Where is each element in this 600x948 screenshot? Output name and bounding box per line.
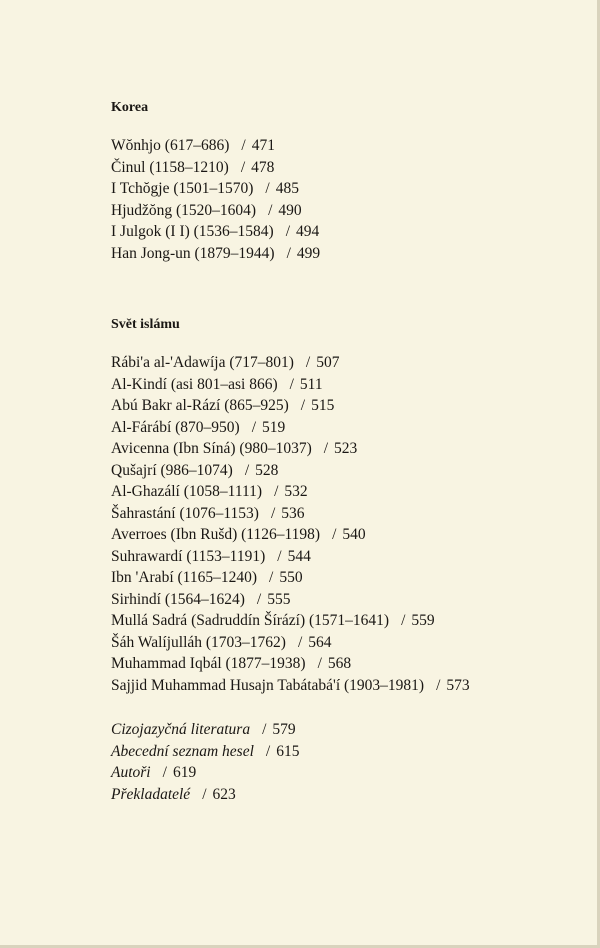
toc-entry: Sirhindí (1564–1624) / 555 [111,590,291,608]
appendix-entry: Cizojazyčná literatura / 579 [111,721,296,738]
section-heading-korea: Korea [111,100,149,115]
toc-entry: Hjudžŏng (1520–1604) / 490 [111,201,302,219]
toc-entry: Rábi'a al-'Adawíja (717–801) / 507 [111,354,340,371]
appendix-entry: Překladatelé / 623 [111,785,236,803]
toc-entry: Muhammad Iqbál (1877–1938) / 568 [111,655,352,672]
toc-entry: I Tchŏgje (1501–1570) / 485 [111,180,299,197]
toc-entry: Ibn 'Arabí (1165–1240) / 550 [111,569,303,586]
toc-entry: Qušajrí (986–1074) / 528 [111,461,279,479]
toc-entry: Abú Bakr al-Rází (865–925) / 515 [111,397,335,414]
toc-entry: Činul (1158–1210) / 478 [111,158,275,176]
appendix-entry: Autoři / 619 [111,764,197,781]
toc-entry: Šáh Walíjulláh (1703–1762) / 564 [111,633,332,651]
toc-entry: Averroes (Ibn Rušd) (1126–1198) / 540 [111,526,366,543]
toc-entry: Mullá Sadrá (Sadruddín Šírází) (1571–1641) / 559 [111,612,435,629]
toc-entry: I Julgok (I I) (1536–1584) / 494 [111,223,320,240]
toc-entry: Sajjid Muhammad Husajn Tabátabá'í (1903–1981) / 573 [111,676,470,694]
korea-entry-list [111,135,320,264]
toc-entry: Al-Fárábí (870–950) / 519 [111,418,286,436]
toc-entry: Al-Kindí (asi 801–asi 866) / 511 [111,375,323,393]
toc-entry: Han Jong-un (1879–1944) / 499 [111,244,321,262]
toc-entry: Al-Ghazálí (1058–1111) / 532 [111,483,308,500]
toc-entry: Suhrawardí (1153–1191) / 544 [111,547,311,565]
islam-entry-list [111,352,470,696]
appendix-entry: Abecední seznam hesel / 615 [111,742,300,760]
toc-entry: Wŏnhjo (617–686) / 471 [111,137,275,154]
toc-entry: Avicenna (Ibn Síná) (980–1037) / 523 [111,440,358,457]
section-heading-islam: Svět islámu [111,317,180,332]
toc-entry: Šahrastání (1076–1153) / 536 [111,504,305,522]
appendix-list [111,719,299,805]
